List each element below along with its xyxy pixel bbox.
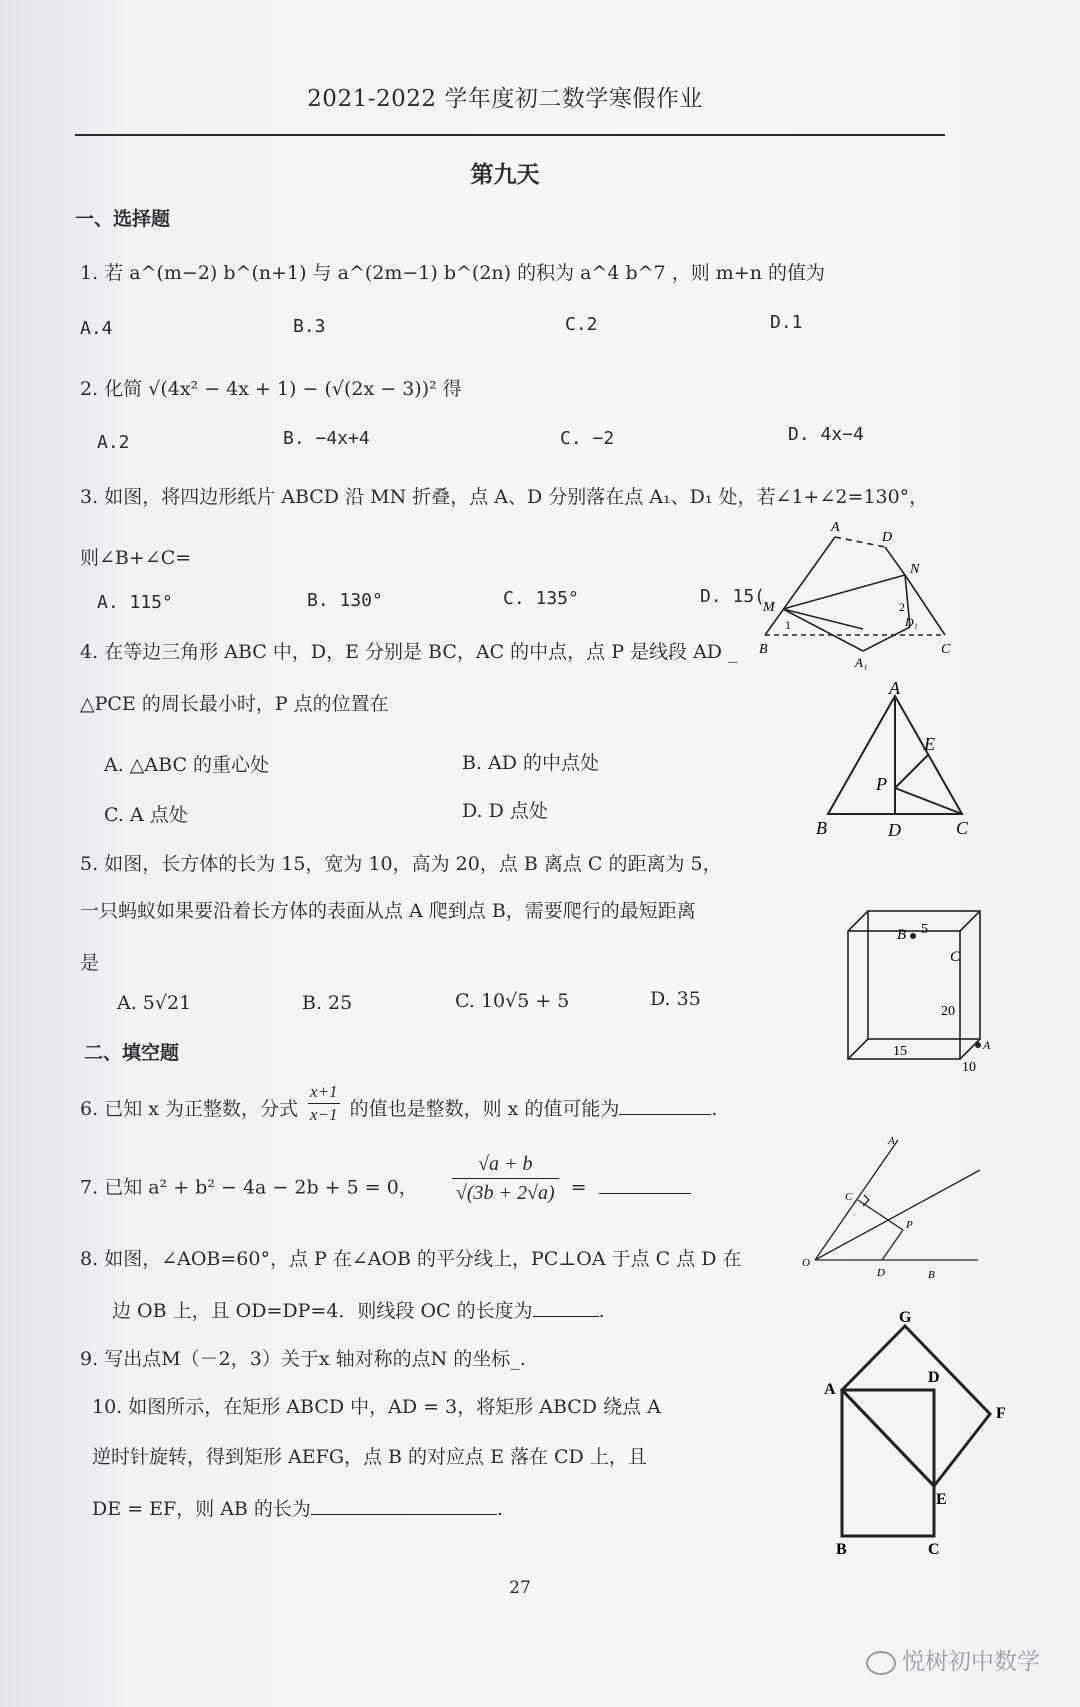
q1-option-b: B.3 [293,316,326,337]
q8-label-b: B [928,1269,935,1281]
q5-label-c: C [950,949,961,965]
question-7 [80,1153,691,1207]
q3-edge-dn [885,547,905,575]
q1-option-a: A.4 [80,318,113,339]
q5-edge-br [960,1039,980,1059]
q3-edge-ad [835,537,885,547]
q5-point-a [975,1042,981,1048]
q10-number: 10. [92,1396,123,1418]
q10-line-3 [92,1494,503,1521]
q7-fraction [452,1150,559,1207]
q10-text-3: DE = EF，则 AB 的长为 [92,1498,311,1520]
q10-rectangle-aefg [842,1326,990,1486]
q4-text-1: 在等边三角形 ABC 中，D，E 分别是 BC，AC 的中点，点 P 是线段 AD _ [104,641,738,663]
q10-rectangle-abcd [842,1390,934,1536]
q3-label-d1: D₁ [905,615,918,629]
q5-text-3: 是 [80,952,100,974]
q3-label-a1: A₁ [855,655,868,670]
q4-label-c: C [956,818,969,838]
q8-right-angle-mark [863,1195,869,1206]
question-8-line-1 [80,1244,742,1271]
q5-option-d: D. 35 [650,988,701,1010]
q4-option-b: B. AD 的中点处 [462,752,600,774]
q4-figure [810,678,985,842]
q3-edge-ma1 [783,609,863,651]
q3-label-angle-1: 1 [785,618,791,632]
q10-label-e: E [936,1491,947,1508]
q1-text: 若 a^(m−2) b^(n+1) 与 a^(2m−1) b^(2n) 的积为 a^4 b^7 ，则 m+n 的值为 [104,262,825,284]
q7-answer-blank[interactable] [599,1192,691,1194]
q2-option-c: C. −2 [560,428,615,449]
header-rule [75,134,945,136]
q3-label-c: C [941,642,951,657]
q6-text-a: 已知 x 为正整数，分式 [104,1098,298,1120]
q8-number: 8. [80,1248,99,1270]
q5-text-2: 一只蚂蚁如果要沿着长方体的表面从点 A 爬到点 B，需要爬行的最短距离 [80,900,696,922]
q7-frac-num: √a + b [452,1150,559,1179]
q3-aux-line [783,609,863,629]
q8-line-2 [112,1296,605,1323]
q10-text-2: 逆时针旋转，得到矩形 AEFG，点 B 的对应点 E 落在 CD 上，且 [92,1446,647,1468]
q4-label-e: E [924,734,935,754]
q3-option-a: A. 115° [97,592,173,613]
q6-answer-blank[interactable] [619,1113,711,1115]
q8-figure [800,1132,990,1282]
q3-number: 3. [80,486,99,508]
q5-option-a: A. 5√21 [117,992,192,1014]
q5-figure [840,905,995,1075]
q10-text-1: 如图所示，在矩形 ABCD 中，AD = 3，将矩形 ABCD 绕点 A [128,1396,661,1418]
wechat-icon [866,1651,896,1675]
q4-text-2: △PCE 的周长最小时，P 点的位置在 [80,693,389,715]
day-title: 第九天 [470,161,540,188]
q3-text-2: 则∠B+∠C= [80,547,192,569]
q8-label-o: O [802,1257,810,1269]
q1-option-c: C.2 [565,314,598,335]
question-5-line-1 [80,849,722,876]
q3-label-angle-2: 2 [899,600,905,614]
q6-frac-num: x+1 [308,1081,340,1104]
q7-frac-den: √(3b + 2√a) [455,1182,555,1204]
q4-segment-pc [895,788,962,814]
q2-option-b: B. −4x+4 [283,428,370,449]
q5-label-15: 15 [893,1044,907,1059]
q10-segment-ae [842,1390,934,1486]
q3-label-a: A [831,520,840,535]
q4-label-a: A [889,678,900,698]
q1-number: 1. [80,262,99,284]
question-4-line-1 [80,637,738,664]
q10-label-d: D [928,1369,940,1386]
q5-edge-bl [848,1039,868,1059]
watermark-text: 悦树初中数学 [902,1649,1040,1675]
q8-label-a: A [888,1135,895,1147]
q7-equals: = [570,1176,587,1199]
q5-text-1: 如图，长方体的长为 15，宽为 10，高为 20，点 B 离点 C 的距离为 5， [104,853,722,875]
q3-option-b: B. 130° [307,590,383,611]
q4-option-d: D. D 点处 [462,800,548,822]
q5-option-c: C. 10√5 + 5 [455,990,570,1012]
q5-label-10: 10 [962,1060,976,1075]
q9-text: 写出点M（－2，3）关于x 轴对称的点N 的坐标_. [104,1348,526,1370]
page-number: 27 [509,1578,531,1598]
q5-number: 5. [80,853,99,875]
q8-segment-pd [882,1230,903,1260]
q4-segment-pe [895,755,928,788]
q10-end: . [496,1498,503,1520]
q8-text-2: 边 OB 上，且 OD=DP=4．则线段 OC 的长度为 [112,1300,533,1322]
q4-label-p: P [876,774,887,794]
question-1 [80,258,825,285]
q7-number: 7. [80,1176,99,1199]
q6-frac-den: x−1 [310,1104,338,1124]
q8-ray-oa [815,1140,898,1260]
q2-option-d: D. 4x−4 [788,424,864,445]
page-header: 2021-2022 学年度初二数学寒假作业 [307,86,703,112]
section-fill: 二、填空题 [84,1042,180,1064]
q4-label-b: B [816,818,827,838]
q7-text-a: 已知 a² + b² − 4a − 2b + 5 = 0， [104,1176,418,1199]
q10-label-c: C [928,1541,940,1558]
q9-number: 9. [80,1348,99,1370]
q5-edge-tl [848,911,868,931]
q3-fold-mn [783,575,905,609]
q5-label-a: A [983,1038,991,1052]
q6-number: 6. [80,1098,99,1120]
q10-label-a: A [824,1381,836,1398]
question-2 [80,374,462,401]
question-10-line-1 [92,1392,661,1419]
q6-fraction [308,1081,340,1126]
q2-text: 化简 √(4x² − 4x + 1) − (√(2x − 3))² 得 [104,378,462,400]
q3-text-1: 如图，将四边形纸片 ABCD 沿 MN 折叠，点 A、D 分别落在点 A₁、D₁ 处，若∠1+∠2=130°， [104,486,929,508]
q8-label-p: P [906,1219,913,1231]
q8-text-1: 如图，∠AOB=60°，点 P 在∠AOB 的平分线上，PC⊥OA 于点 C 点 D 在 [104,1248,742,1270]
q10-label-f: F [996,1405,1006,1422]
q5-label-5: 5 [921,922,928,937]
q3-label-n: N [910,562,920,577]
q3-figure [755,515,955,675]
q3-option-c: C. 135° [503,588,579,609]
q1-option-d: D.1 [770,312,803,333]
watermark [866,1643,1040,1676]
q8-label-c: C [845,1191,853,1203]
section-choice: 一、选择题 [75,208,171,230]
q10-label-g: G [899,1309,912,1326]
q4-option-c: C. A 点处 [104,804,188,826]
q3-label-m: M [763,600,775,615]
q5-front-face [848,931,960,1059]
q8-bisector [815,1170,980,1260]
q5-point-b [910,933,916,939]
q2-number: 2. [80,378,99,400]
q3-label-b: B [759,642,768,657]
q10-answer-blank[interactable] [311,1513,497,1515]
q4-number: 4. [80,641,99,663]
q5-option-b: B. 25 [302,992,353,1014]
question-9 [80,1344,526,1371]
q2-option-a: A.2 [97,432,130,453]
q3-edge-ab [765,537,835,635]
q6-end: . [711,1098,718,1120]
q8-end: . [598,1300,605,1322]
q8-label-d: D [877,1267,885,1279]
q4-option-a: A. △ABC 的重心处 [104,754,270,776]
question-6 [80,1081,718,1126]
q6-text-b: 的值也是整数，则 x 的值可能为 [349,1098,620,1120]
q10-label-b: B [836,1541,847,1558]
q5-label-20: 20 [941,1004,955,1019]
q10-figure [820,1309,1020,1558]
q3-option-d: D. 15( [700,586,766,607]
q5-label-b: B [897,927,907,943]
q3-edge-a1d1 [863,627,910,651]
question-3-line-1 [80,482,928,509]
q4-label-d: D [888,820,901,840]
q3-label-d: D [882,530,893,545]
q5-edge-tr [960,911,980,931]
q8-answer-blank[interactable] [533,1315,599,1317]
